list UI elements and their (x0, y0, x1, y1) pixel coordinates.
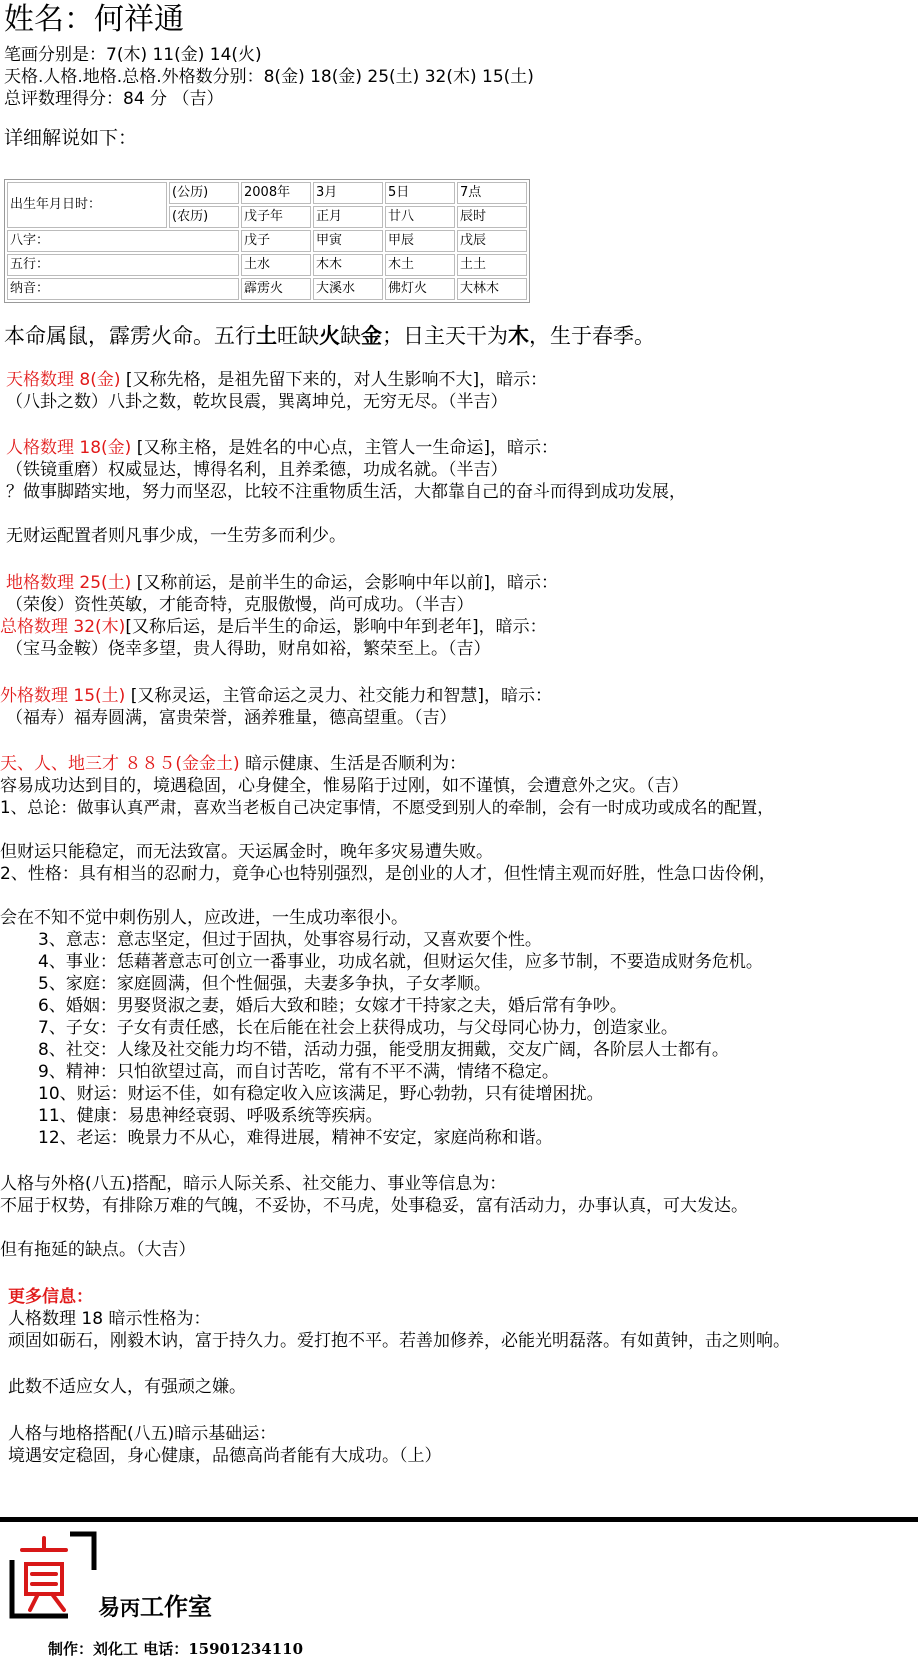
list-item: 9、精神：只怕欲望过高，而自讨苦吃，常有不平不满，情绪不稳定。 (38, 1062, 559, 1082)
table-cell: (农历) (169, 206, 239, 228)
table-cell: 木土 (385, 254, 455, 276)
more-line-5: 境遇安定稳固，身心健康，品德高尚者能有大成功。（上） (8, 1446, 442, 1466)
section-desc: [又称后运，是后半生的命运，影响中年到老年]，暗示： (125, 617, 547, 637)
table-cell: 土水 (241, 254, 311, 276)
table-cell: 八字： (7, 230, 239, 252)
table-cell: 廿八 (385, 206, 455, 228)
table-cell: 大林木 (457, 278, 527, 300)
table-cell: 大溪水 (313, 278, 383, 300)
sancai-line-5: 会在不知不觉中刺伤别人，应改进，一生成功率很小。 (0, 908, 408, 928)
section-title: 天格数理 8(金) (6, 370, 121, 390)
studio-logo (8, 1530, 98, 1620)
section-desc: [又称前运，是前半生的命运，会影响中年以前]，暗示： (136, 573, 558, 593)
studio-name (98, 1593, 212, 1622)
renwai-line-1: 人格与外格(八五)搭配，暗示人际关系、社交能力、事业等信息为： (0, 1174, 507, 1194)
more-line-2: 顽固如砺石，刚毅木讷，富于持久力。爱打抱不平。若善加修养，必能光明磊落。有如黄钟，击之则响。 (8, 1331, 790, 1351)
table-cell: 3月 (313, 182, 383, 204)
section-desc: [又称主格，是姓名的中心点，主管人一生命运]，暗示： (136, 438, 558, 458)
birth-label: 出生年月日时： (7, 182, 167, 228)
renwai-line-3: 但有拖延的缺点。（大吉） (0, 1240, 196, 1260)
list-item: 6、婚姻：男娶贤淑之妻，婚后大致和睦；女嫁才干持家之夫，婚后常有争吵。 (38, 996, 627, 1016)
table-cell: 正月 (313, 206, 383, 228)
zong-section (0, 616, 547, 638)
section-desc: 暗示健康、生活是否顺利为： (239, 754, 467, 774)
list-item: 11、健康：易患神经衰弱、呼吸系统等疾病。 (38, 1106, 383, 1126)
table-cell: 土土 (457, 254, 527, 276)
fate-summary (4, 322, 655, 350)
more-title: 更多信息： (8, 1287, 93, 1307)
sancai-line-3: 但财运只能稳定，而无法致富。天运属金时，晚年多灾易遭失败。 (0, 842, 493, 862)
grids-line: 天格.人格.地格.总格.外格数分别：8(金) 18(金) 25(土) 32(木) 15(土) (4, 67, 534, 87)
table-cell: 木木 (313, 254, 383, 276)
sancai-section (0, 753, 466, 775)
more-line-4: 人格与地格搭配(八五)暗示基础运： (8, 1424, 277, 1444)
renwai-line-2: 不屈于权势，有排除万难的气魄，不妥协，不马虎，处事稳妥，富有活动力，办事认真，可大发达。 (0, 1196, 748, 1216)
section-title: 地格数理 25(土) (6, 573, 132, 593)
table-cell: 纳音： (7, 278, 239, 300)
fate-text: 缺 (340, 324, 361, 348)
tian-line-1: （八卦之数）八卦之数，乾坎艮震，巽离坤兑，无穷无尽。（半吉） (6, 392, 508, 412)
zong-line-1: （宝马金鞍）侥幸多望，贵人得助，财帛如裕，繁荣至上。（吉） (6, 639, 491, 659)
birth-table (4, 179, 530, 303)
section-desc: [又称先格，是祖先留下来的，对人生影响不大]，暗示： (125, 370, 548, 390)
table-cell: 戊子 (241, 230, 311, 252)
credit-line: 制作：刘化工 电话：15901234110 (48, 1640, 304, 1658)
fate-text: 本命属鼠，霹雳火命。五行 (4, 324, 256, 348)
list-item: 10、财运：财运不佳，如有稳定收入应该满足，野心勃勃，只有徒增困扰。 (38, 1084, 604, 1104)
studio-label: 工作室 (140, 1592, 213, 1621)
detail-heading: 详细解说如下： (4, 127, 138, 149)
list-item: 8、社交：人缘及社交能力均不错，活动力强，能受朋友拥戴，交友广阔，各阶层人士都有。 (38, 1040, 729, 1060)
more-line-3: 此数不适应女人，有强顽之嫌。 (8, 1377, 246, 1397)
wai-line-1: （福寿）福寿圆满，富贵荣誉，涵养雅量，德高望重。（吉） (6, 708, 457, 728)
table-cell: 7点 (457, 182, 527, 204)
section-title: 天、人、地三才 ８８５(金金土) (0, 754, 240, 774)
list-item: 7、子女：子女有责任感，长在后能在社会上获得成功，与父母同心协力，创造家业。 (38, 1018, 678, 1038)
table-cell: (公历) (169, 182, 239, 204)
sancai-line-2: 1、总论：做事认真严肃，喜欢当老板自己决定事情，不愿受到别人的牵制，会有一时成功或成名的配置， (0, 798, 774, 817)
ren-line-2: ？做事脚踏实地，努力而坚忍，比较不注重物质生活，大都靠自己的奋斗而得到成功发展， (6, 482, 686, 502)
fate-element: 土 (256, 324, 277, 348)
table-cell: 2008年 (241, 182, 311, 204)
fate-text: 旺缺 (277, 324, 319, 348)
fate-element: 金 (361, 324, 382, 348)
page-title: 姓名：何祥通 (4, 2, 184, 37)
score-line: 总评数理得分：84 分 （吉） (4, 89, 224, 109)
table-cell: 戊子年 (241, 206, 311, 228)
wai-section (0, 685, 552, 707)
list-item: 12、老运：晚景力不从心，难得进展，精神不安定，家庭尚称和谐。 (38, 1128, 553, 1148)
section-desc: [又称灵运，主管命运之灵力、社交能力和智慧]，暗示： (130, 686, 552, 706)
di-line-1: （荣俊）资性英敏，才能奇特，克服傲慢，尚可成功。（半吉） (6, 595, 474, 615)
ren-line-3: 无财运配置者则凡事少成，一生劳多而利少。 (6, 526, 346, 546)
studio-seal-glyph: 易 (98, 1595, 121, 1621)
footer-divider (0, 1517, 918, 1522)
fate-element: 火 (319, 324, 340, 348)
table-cell: 甲寅 (313, 230, 383, 252)
studio-seal-glyph: ㆛ (120, 1596, 141, 1620)
table-cell: 甲辰 (385, 230, 455, 252)
list-item: 4、事业：恁藉著意志可创立一番事业，功成名就，但财运欠佳，应多节制，不要造成财务危机。 (38, 952, 763, 972)
ren-line-1: （铁镜重磨）权威显达，博得名利，且养柔德，功成名就。（半吉） (6, 460, 508, 480)
table-cell: 霹雳火 (241, 278, 311, 300)
more-line-1: 人格数理 18 暗示性格为： (8, 1309, 211, 1329)
list-item: 3、意志：意志坚定，但过于固执，处事容易行动，又喜欢要个性。 (38, 930, 542, 950)
list-item: 5、家庭：家庭圆满，但个性倔强，夫妻多争执，子女孝顺。 (38, 974, 491, 994)
fate-element: 木 (508, 324, 529, 348)
ren-section (6, 437, 558, 459)
fate-text: ；日主天干为 (382, 324, 508, 348)
di-section (6, 572, 558, 594)
fate-text: ，生于春季。 (529, 324, 655, 348)
table-cell: 佛灯火 (385, 278, 455, 300)
tian-section (6, 369, 547, 391)
sancai-line-4: 2、性格：具有相当的忍耐力，竟争心也特别强烈，是创业的人才，但性情主观而好胜，性急口齿伶俐， (0, 864, 776, 884)
section-title: 外格数理 15(土) (0, 686, 126, 706)
table-cell: 戊辰 (457, 230, 527, 252)
strokes-line: 笔画分别是：7(木) 11(金) 14(火) (4, 45, 262, 65)
section-title: 人格数理 18(金) (6, 438, 132, 458)
sancai-line-1: 容易成功达到目的，境遇稳固，心身健全，惟易陷于过刚，如不谨慎，会遭意外之灾。（吉） (0, 776, 689, 796)
table-cell: 辰时 (457, 206, 527, 228)
table-cell: 5日 (385, 182, 455, 204)
section-title: 总格数理 32(木) (0, 617, 126, 637)
table-cell: 五行： (7, 254, 239, 276)
